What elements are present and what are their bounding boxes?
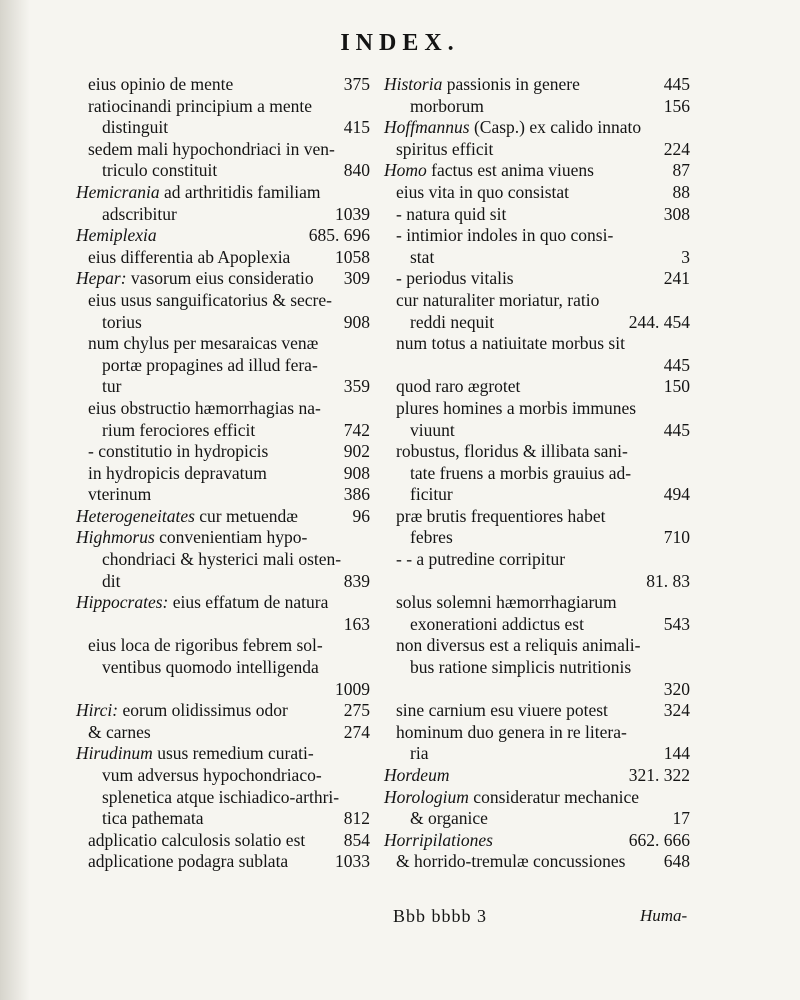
index-entry-line [384, 679, 690, 701]
entry-text: hominum duo genera in re litera- [396, 721, 627, 742]
entry-text: viuunt [410, 419, 455, 440]
entry-text: bus ratione simplicis nutritionis [410, 657, 632, 678]
entry-text: ratiocinandi principium a mente [88, 95, 313, 116]
index-entry-line [76, 830, 370, 852]
index-entry-line [384, 506, 690, 528]
entry-text: Hippocrates: eius effatum de natura [76, 592, 329, 613]
entry-text: & carnes [88, 721, 151, 742]
index-entry-line [384, 700, 690, 722]
page-reference: 359 [343, 376, 370, 397]
page-reference: 88 [672, 181, 690, 202]
index-entry-line [76, 614, 370, 636]
index-entry-line [384, 420, 690, 442]
entry-text: triculo constituit [102, 160, 218, 181]
entry-text: vterinum [88, 484, 152, 505]
index-column-left [76, 74, 370, 873]
entry-text: num totus a natiuitate morbus sit [396, 333, 625, 354]
entry-text: spiritus efficit [396, 138, 494, 159]
page-reference: 854 [343, 829, 370, 850]
entry-text: tate fruens a morbis grauius ad- [410, 462, 632, 483]
entry-text: tur [102, 376, 122, 397]
page-reference: 87 [672, 160, 690, 181]
page-reference: 324 [663, 700, 690, 721]
index-entry-line [76, 204, 370, 226]
index-entry-line [76, 743, 370, 765]
entry-text: Historia passionis in genere [384, 74, 580, 94]
index-entry-line [384, 765, 690, 787]
index-entry-line [384, 139, 690, 161]
entry-text: in hydropicis depravatum [88, 462, 267, 483]
page-reference: 685. 696 [308, 225, 370, 246]
index-entry-line [76, 225, 370, 247]
entry-text: portæ propagines ad illud fera- [102, 354, 318, 375]
index-entry-line [76, 160, 370, 182]
page-reference: 494 [663, 484, 690, 505]
entry-text: Horologium consideratur mechanice [384, 786, 639, 807]
page-reference: 662. 666 [628, 829, 690, 850]
page-reference: 445 [663, 419, 690, 440]
index-entry-line [76, 139, 370, 161]
index-entry-line [384, 463, 690, 485]
index-entry-line [76, 74, 370, 96]
entry-text: Hoffmannus (Casp.) ex calido innato [384, 117, 642, 138]
index-entry-line [384, 96, 690, 118]
entry-text: eius usus sanguificatorius & secre- [88, 289, 332, 310]
index-entry-line [76, 290, 370, 312]
page-reference: 321. 322 [628, 765, 690, 785]
entry-text: - - a putredine corripitur [396, 549, 566, 570]
page-reference: 1033 [335, 851, 370, 872]
index-entry-line [384, 268, 690, 290]
index-entry-line [384, 117, 690, 139]
page-reference: 241 [663, 268, 690, 289]
index-entry-line [76, 333, 370, 355]
index-entry-line [384, 74, 690, 96]
index-entry-line [76, 312, 370, 334]
page-reference: 908 [343, 311, 370, 332]
index-entry-line [384, 204, 690, 226]
entry-text: eius obstructio hæmorrhagias na- [88, 397, 321, 418]
index-entry-line [76, 376, 370, 398]
page-reference: 839 [343, 570, 370, 591]
entry-text: præ brutis frequentiores habet [396, 505, 606, 526]
index-entry-line [384, 376, 690, 398]
entry-text: num chylus per mesaraicas venæ [88, 333, 319, 354]
entry-text: chondriaci & hysterici mali osten- [102, 549, 342, 570]
entry-text: adscribitur [102, 203, 177, 224]
entry-text: & organice [410, 808, 488, 829]
index-entry-line [76, 571, 370, 593]
index-entry-line [76, 787, 370, 809]
index-entry-line [384, 312, 690, 334]
entry-text: Homo factus est anima viuens [384, 160, 594, 181]
page-reference: 3 [681, 246, 690, 267]
index-entry-line [384, 527, 690, 549]
page-reference: 445 [663, 74, 690, 94]
page-reference: 742 [343, 419, 370, 440]
page-reference: 1058 [335, 246, 370, 267]
index-entry-line [76, 268, 370, 290]
entry-text: exonerationi addictus est [410, 613, 584, 634]
entry-text: Hemicrania ad arthritidis familiam [76, 181, 321, 202]
entry-text: rium ferociores efficit [102, 419, 256, 440]
entry-text: Hepar: vasorum eius consideratio [76, 268, 314, 289]
entry-text: - intimior indoles in quo consi- [396, 225, 614, 246]
index-entry-line [384, 290, 690, 312]
page-reference: 156 [663, 95, 690, 116]
page-reference: 81. 83 [646, 570, 690, 591]
index-entry-line [384, 484, 690, 506]
page-reference: 274 [343, 721, 370, 742]
index-entry-line [384, 808, 690, 830]
index-entry-line [76, 247, 370, 269]
index-entry-line [76, 96, 370, 118]
index-entry-line [76, 484, 370, 506]
entry-text: eius loca de rigoribus febrem sol- [88, 635, 323, 656]
entry-text: cur naturaliter moriatur, ratio [396, 289, 600, 310]
entry-text: morborum [410, 95, 484, 116]
page-reference: 375 [343, 74, 370, 94]
index-entry-line [76, 182, 370, 204]
entry-text: reddi nequit [410, 311, 495, 332]
index-entry-line [384, 333, 690, 355]
index-entry-line [384, 182, 690, 204]
entry-text: ficitur [410, 484, 453, 505]
entry-text: non diversus est a reliquis animali- [396, 635, 641, 656]
entry-text: vum adversus hypochondriaco- [102, 765, 322, 785]
page-reference: 840 [343, 160, 370, 181]
page-reference: 543 [663, 613, 690, 634]
index-entry-line [76, 635, 370, 657]
index-entry-line [76, 808, 370, 830]
index-entry-line [76, 657, 370, 679]
entry-text: quod raro ægrotet [396, 376, 521, 397]
index-entry-line [384, 743, 690, 765]
index-entry-line [384, 549, 690, 571]
entry-text: ria [410, 743, 429, 764]
entry-text: Heterogeneitates cur metuendæ [76, 505, 298, 526]
entry-text: Hirudinum usus remedium curati- [76, 743, 314, 764]
entry-text: plures homines a morbis immunes [396, 397, 637, 418]
index-entry-line [384, 592, 690, 614]
index-entry-line [76, 722, 370, 744]
entry-text: sedem mali hypochondriaci in ven- [88, 138, 335, 159]
signature-mark: Bbb bbbb 3 [393, 906, 488, 926]
entry-text: tica pathemata [102, 808, 204, 829]
entry-text: Horripilationes [384, 829, 493, 850]
index-entry-line [384, 787, 690, 809]
entry-text: robustus, floridus & illibata sani- [396, 441, 628, 462]
index-entry-line [76, 355, 370, 377]
page-reference: 320 [663, 678, 690, 699]
page-reference: 224 [663, 138, 690, 159]
page-reference: 415 [343, 117, 370, 138]
page-reference: 275 [343, 700, 370, 721]
page-reference: 445 [663, 354, 690, 375]
entry-text: adplicatio calculosis solatio est [88, 829, 306, 850]
entry-text: - natura quid sit [396, 203, 507, 224]
page-reference: 144 [663, 743, 690, 764]
index-entry-line [384, 441, 690, 463]
entry-text: Hordeum [384, 765, 450, 785]
entry-text: febres [410, 527, 453, 548]
index-entry-line [384, 571, 690, 593]
entry-text: distinguit [102, 117, 169, 138]
index-entry-line [76, 679, 370, 701]
entry-text: eius differentia ab Apoplexia [88, 246, 291, 267]
entry-text: Highmorus convenientiam hypo- [76, 527, 308, 548]
index-entry-line [384, 247, 690, 269]
page-header: INDEX. [340, 30, 460, 56]
index-entry-line [384, 635, 690, 657]
entry-text: - constitutio in hydropicis [88, 441, 269, 462]
entry-text: - periodus vitalis [396, 268, 514, 289]
page-reference: 648 [663, 851, 690, 872]
index-entry-line [76, 851, 370, 873]
index-entry-line [76, 549, 370, 571]
index-entry-line [76, 700, 370, 722]
index-entry-line [76, 398, 370, 420]
index-entry-line [76, 765, 370, 787]
page-reference: 812 [343, 808, 370, 829]
index-entry-line [76, 463, 370, 485]
index-entry-line [384, 722, 690, 744]
entry-text: Hemiplexia [76, 225, 157, 246]
index-entry-line [384, 355, 690, 377]
index-entry-line [76, 592, 370, 614]
index-entry-line [384, 614, 690, 636]
page-reference: 244. 454 [628, 311, 690, 332]
page-reference: 1039 [335, 203, 370, 224]
index-entry-line [76, 420, 370, 442]
catchword: Huma- [640, 906, 688, 925]
page-reference: 17 [672, 808, 690, 829]
entry-text: splenetica atque ischiadico-arthri- [102, 786, 340, 807]
page-reference: 150 [663, 376, 690, 397]
entry-text: ventibus quomodo intelligenda [102, 657, 319, 678]
page-reference: 1009 [335, 678, 370, 699]
entry-text: torius [102, 311, 142, 332]
index-entry-line [384, 851, 690, 873]
entry-text: sine carnium esu viuere potest [396, 700, 608, 721]
entry-text: & horrido-tremulæ concussiones [396, 851, 626, 872]
entry-text: eius opinio de mente [88, 74, 234, 94]
page-reference: 96 [352, 505, 370, 526]
entry-text: solus solemni hæmorrhagiarum [396, 592, 617, 613]
entry-text: adplicatione podagra sublata [88, 851, 289, 872]
page-reference: 902 [343, 441, 370, 462]
page-reference: 908 [343, 462, 370, 483]
page-reference: 163 [343, 613, 370, 634]
entry-text: Hirci: eorum olidissimus odor [76, 700, 288, 721]
index-entry-line [76, 506, 370, 528]
index-entry-line [76, 441, 370, 463]
index-entry-line [384, 657, 690, 679]
index-entry-line [384, 225, 690, 247]
page-reference: 309 [343, 268, 370, 289]
page-reference: 308 [663, 203, 690, 224]
index-entry-line [384, 830, 690, 852]
page-gutter-shadow [0, 0, 30, 1000]
index-entry-line [384, 398, 690, 420]
entry-text: dit [102, 570, 121, 591]
page-reference: 710 [663, 527, 690, 548]
index-entry-line [384, 160, 690, 182]
index-column-right [384, 74, 690, 873]
index-entry-line [76, 527, 370, 549]
entry-text: eius vita in quo consistat [396, 181, 570, 202]
entry-text: stat [410, 246, 435, 267]
index-entry-line [76, 117, 370, 139]
page-reference: 386 [343, 484, 370, 505]
